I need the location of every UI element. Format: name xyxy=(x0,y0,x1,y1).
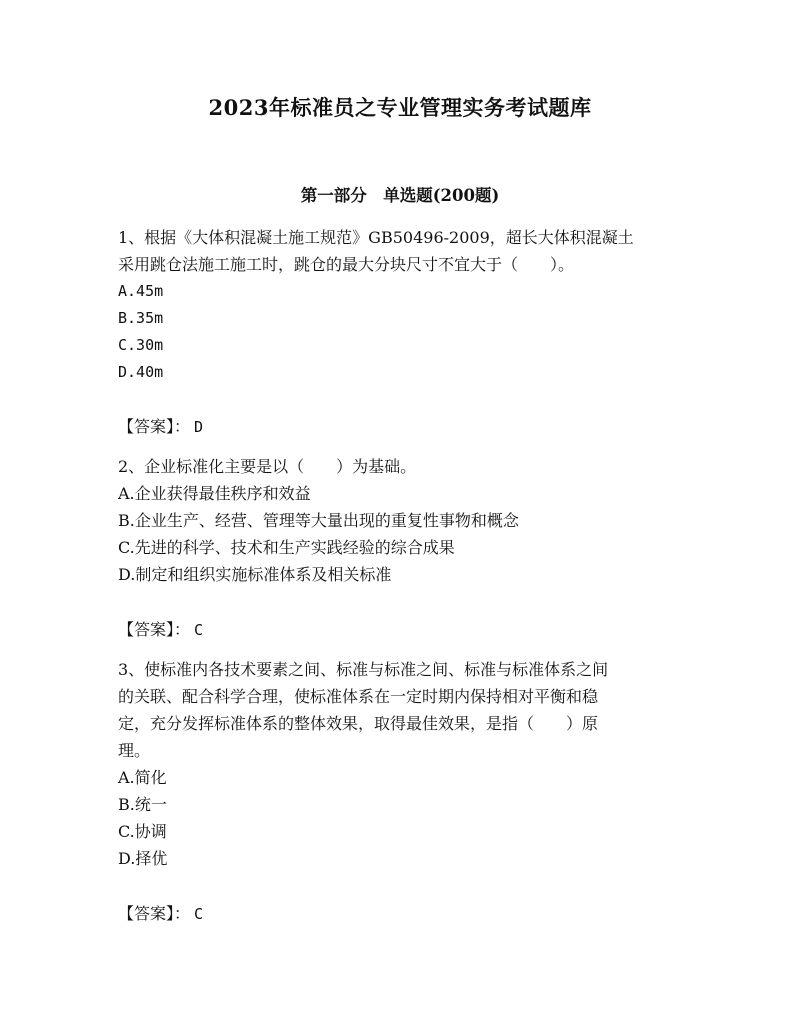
question-3-options xyxy=(118,764,678,872)
question-stem-line: 理。 xyxy=(118,741,151,760)
answer-value: D xyxy=(194,418,204,436)
option-b: B.统一 xyxy=(118,795,167,814)
option-d: D.40m xyxy=(118,363,164,381)
question-stem-line: 定，充分发挥标准体系的整体效果，取得最佳效果，是指（ ）原 xyxy=(118,714,599,733)
option-a: A.简化 xyxy=(118,768,167,787)
question-2-options xyxy=(118,480,678,588)
option-c: C.先进的科学、技术和生产实践经验的综合成果 xyxy=(118,538,455,557)
question-2-answer xyxy=(118,616,203,644)
answer-value: C xyxy=(194,621,204,639)
answer-label: 【答案】： xyxy=(118,417,191,436)
question-2-stem xyxy=(118,453,678,480)
option-c: C.协调 xyxy=(118,822,167,841)
option-d: D.制定和组织实施标准体系及相关标准 xyxy=(118,565,392,584)
answer-label: 【答案】： xyxy=(118,620,191,639)
answer-label: 【答案】： xyxy=(118,904,191,923)
question-3-answer xyxy=(118,900,203,928)
option-c: C.30m xyxy=(118,336,164,354)
question-stem-line: 采用跳仓法施工施工时，跳仓的最大分块尺寸不宜大于（ ）。 xyxy=(118,255,575,274)
option-b: B.35m xyxy=(118,309,164,327)
option-a: A.45m xyxy=(118,282,164,300)
question-1-options xyxy=(118,278,678,386)
question-1-answer xyxy=(118,413,203,441)
answer-value: C xyxy=(194,905,204,923)
document-title: 2023年标准员之专业管理实务考试题库 xyxy=(208,95,592,120)
question-1-stem xyxy=(118,224,678,278)
option-a: A.企业获得最佳秩序和效益 xyxy=(118,484,311,503)
question-stem-line: 2、企业标准化主要是以（ ）为基础。 xyxy=(118,457,417,476)
option-d: D.择优 xyxy=(118,849,168,868)
question-stem-line: 的关联、配合科学合理，使标准体系在一定时期内保持相对平衡和稳 xyxy=(118,687,599,706)
option-b: B.企业生产、经营、管理等大量出现的重复性事物和概念 xyxy=(118,511,519,530)
question-stem-line: 3、使标准内各技术要素之间、标准与标准之间、标准与标准体系之间 xyxy=(118,660,609,679)
section-title: 第一部分 单选题(200题) xyxy=(300,186,500,205)
question-3-stem xyxy=(118,656,678,764)
question-stem-line: 1、根据《大体积混凝土施工规范》GB50496-2009，超长大体积混凝土 xyxy=(118,228,634,247)
